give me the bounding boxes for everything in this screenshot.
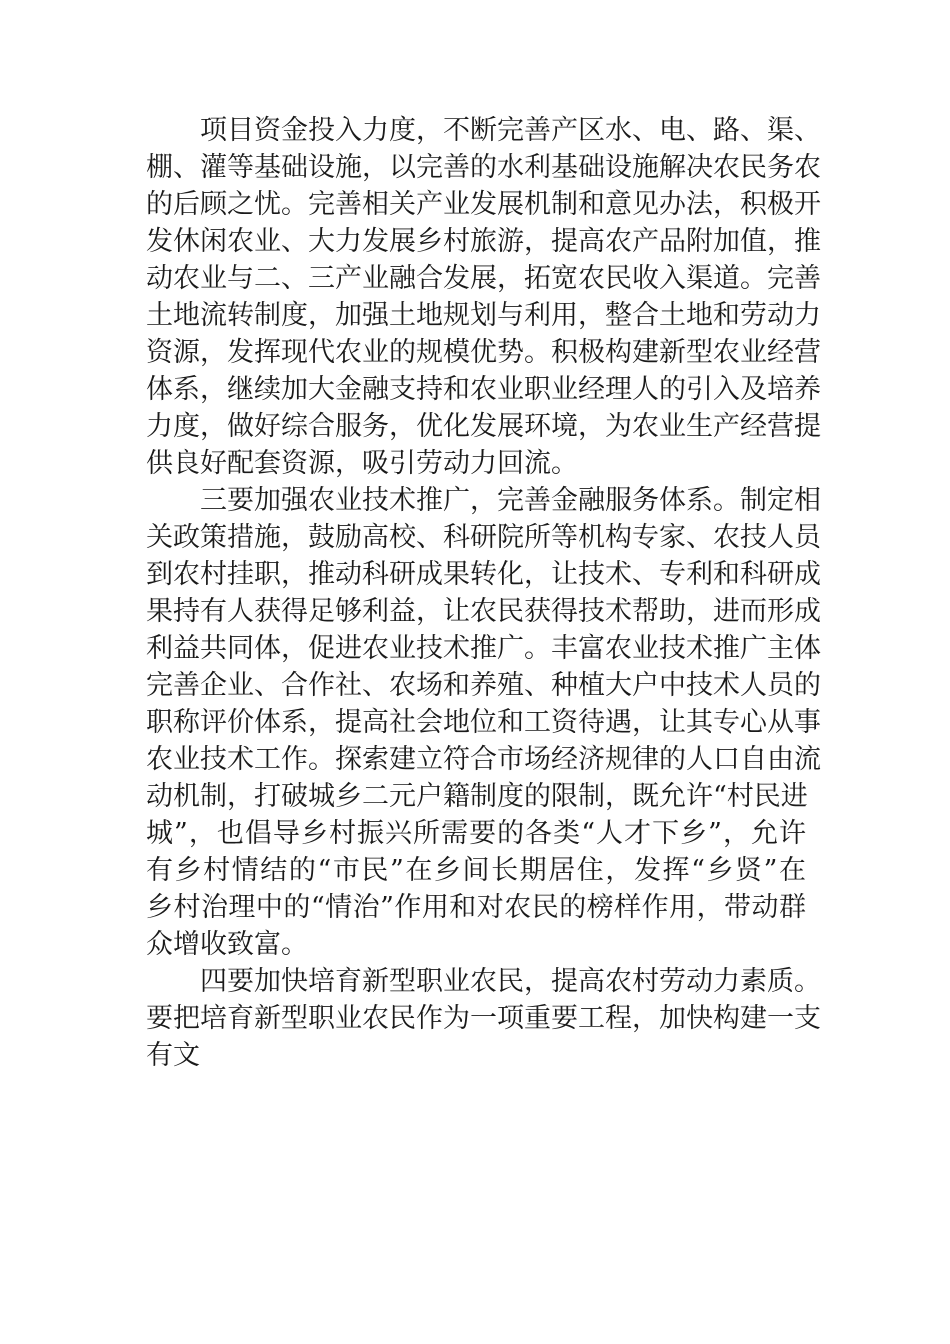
paragraph-2	[146, 482, 821, 963]
paragraph-line: 有乡村情结的“市民”在乡间长期居住，发挥“乡贤”在	[146, 855, 806, 886]
paragraph-line: 农业技术工作。探索建立符合市场经济规律的人口自由流	[146, 744, 821, 775]
paragraph-line: 动机制，打破城乡二元户籍制度的限制，既允许“村民进	[146, 781, 808, 812]
paragraph-line: 利益共同体，促进农业技术推广。丰富农业技术推广主体	[146, 633, 821, 664]
paragraph-line: 有文	[146, 1040, 200, 1071]
paragraph-line: 到农村挂职，推动科研成果转化，让技术、专利和科研成	[146, 559, 821, 590]
paragraph-line: 动农业与二、三产业融合发展，拓宽农民收入渠道。完善	[146, 263, 821, 294]
paragraph-line: 乡村治理中的“情治”作用和对农民的榜样作用，带动群	[146, 892, 806, 923]
paragraph-line: 体系，继续加大金融支持和农业职业经理人的引入及培养	[146, 374, 821, 405]
paragraph-line: 三要加强农业技术推广，完善金融服务体系。制定相	[200, 485, 821, 516]
paragraph-line: 四要加快培育新型职业农民，提高农村劳动力素质。	[200, 966, 821, 997]
paragraph-line: 棚、灌等基础设施，以完善的水利基础设施解决农民务农	[146, 152, 821, 183]
paragraph-line: 要把培育新型职业农民作为一项重要工程，加快构建一支	[146, 1003, 821, 1034]
document-body	[146, 112, 821, 1074]
paragraph-1	[146, 112, 821, 482]
paragraph-line: 的后顾之忧。完善相关产业发展机制和意见办法，积极开	[146, 189, 821, 220]
paragraph-3	[146, 963, 821, 1074]
paragraph-line: 职称评价体系，提高社会地位和工资待遇，让其专心从事	[146, 707, 821, 738]
paragraph-line: 土地流转制度，加强土地规划与利用，整合土地和劳动力	[146, 300, 821, 331]
paragraph-line: 众增收致富。	[146, 929, 308, 960]
paragraph-line: 完善企业、合作社、农场和养殖、种植大户中技术人员的	[146, 670, 821, 701]
paragraph-line: 发休闲农业、大力发展乡村旅游，提高农产品附加值，推	[146, 226, 821, 257]
paragraph-line: 资源，发挥现代农业的规模优势。积极构建新型农业经营	[146, 337, 821, 368]
paragraph-line: 关政策措施，鼓励高校、科研院所等机构专家、农技人员	[146, 522, 821, 553]
paragraph-line: 供良好配套资源，吸引劳动力回流。	[146, 448, 578, 479]
paragraph-line: 项目资金投入力度，不断完善产区水、电、路、渠、	[200, 115, 821, 146]
paragraph-line: 力度，做好综合服务，优化发展环境，为农业生产经营提	[146, 411, 821, 442]
paragraph-line: 城”，也倡导乡村振兴所需要的各类“人才下乡”，允许	[146, 818, 806, 849]
paragraph-line: 果持有人获得足够利益，让农民获得技术帮助，进而形成	[146, 596, 821, 627]
